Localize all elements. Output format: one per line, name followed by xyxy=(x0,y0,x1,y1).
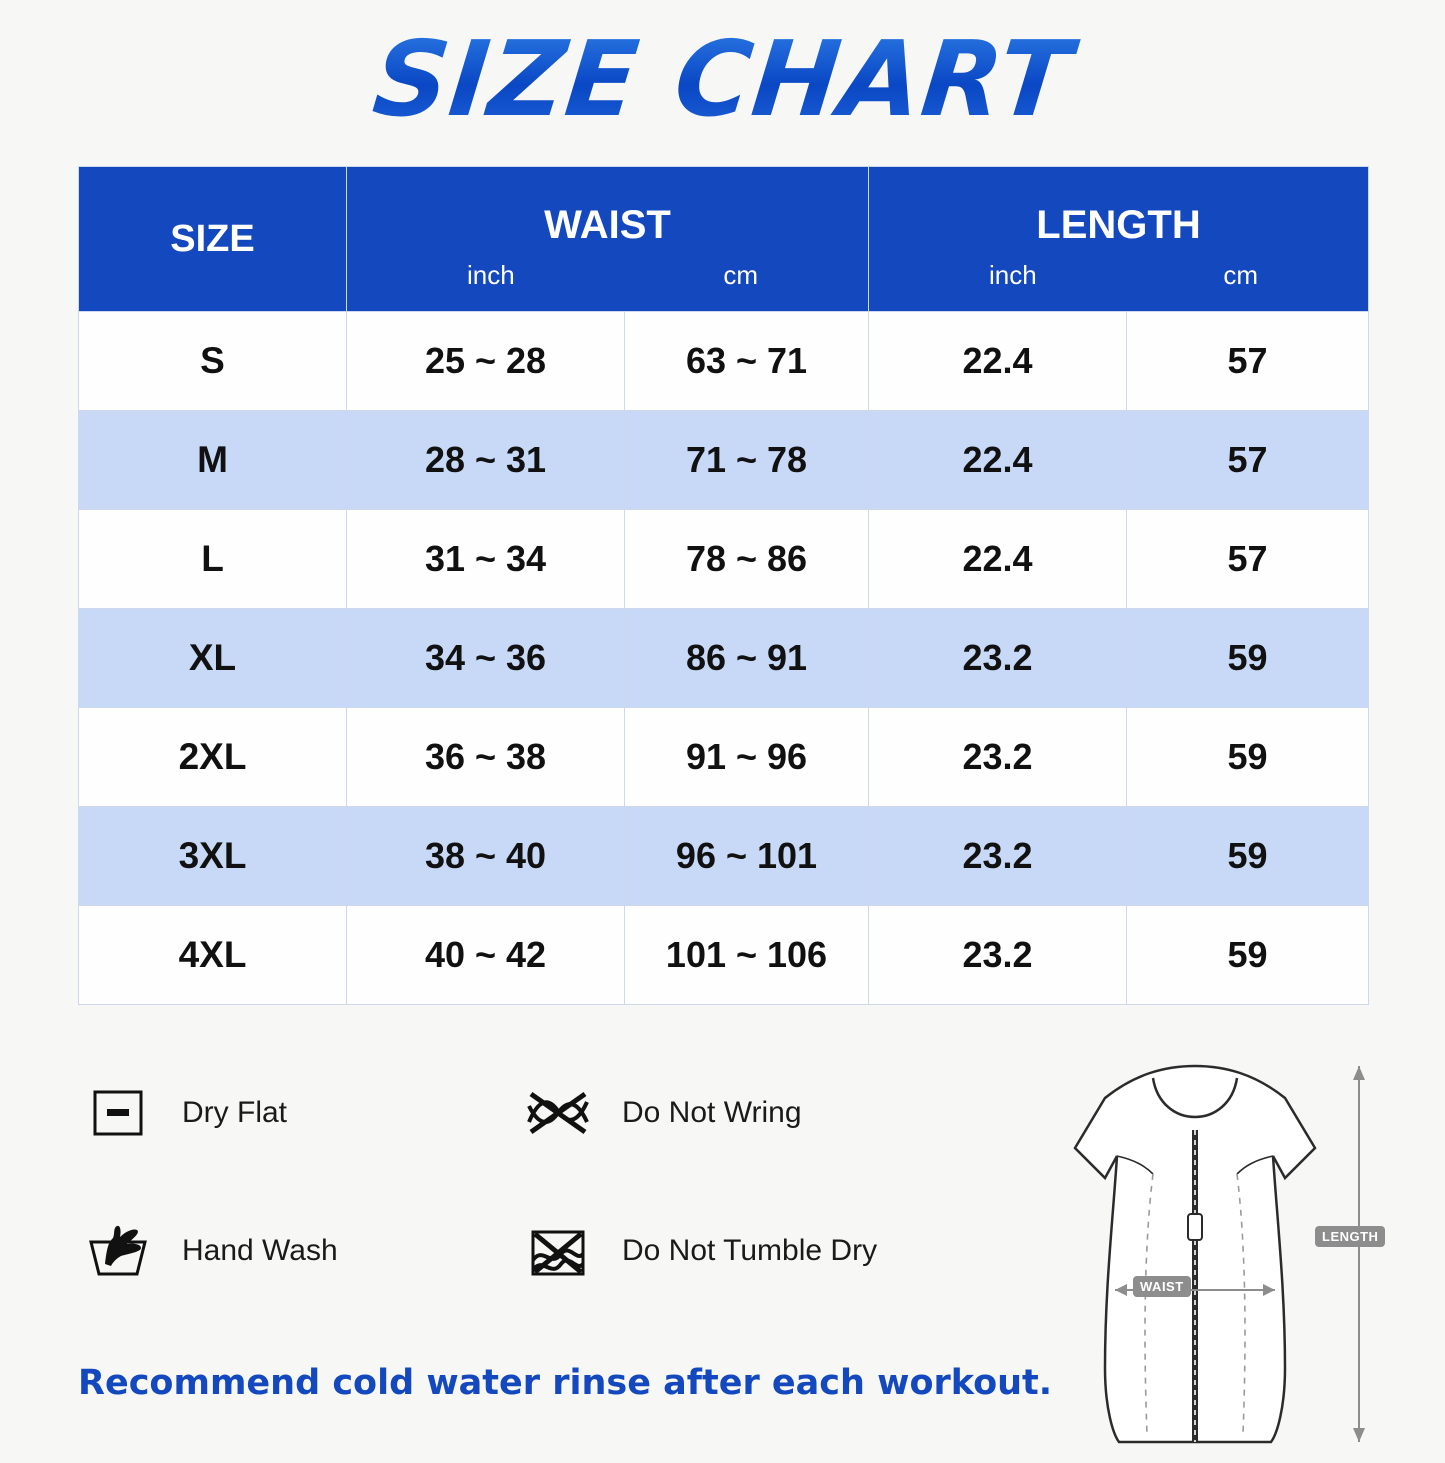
header-length-unit-cm: cm xyxy=(1223,260,1258,290)
header-waist-unit-inch: inch xyxy=(467,260,515,290)
table-body xyxy=(79,312,1369,1005)
table-row xyxy=(79,510,1369,609)
cell-length-inch: 23.2 xyxy=(869,807,1127,906)
do-not-tumble-dry-icon xyxy=(518,1211,598,1291)
cell-waist-inch: 34 ~ 36 xyxy=(347,609,625,708)
cell-length-cm: 59 xyxy=(1127,708,1369,807)
cell-waist-cm: 101 ~ 106 xyxy=(625,906,869,1005)
cell-waist-cm: 86 ~ 91 xyxy=(625,609,869,708)
cell-length-cm: 59 xyxy=(1127,609,1369,708)
table-header-row xyxy=(79,167,1369,312)
cell-size: 2XL xyxy=(79,708,347,807)
recommendation-text: Recommend cold water rinse after each workout. xyxy=(78,1363,1053,1403)
care-label: Dry Flat xyxy=(182,1096,287,1129)
cell-waist-inch: 31 ~ 34 xyxy=(347,510,625,609)
cell-waist-cm: 78 ~ 86 xyxy=(625,510,869,609)
cell-waist-cm: 96 ~ 101 xyxy=(625,807,869,906)
dry-flat-icon xyxy=(78,1073,158,1153)
table-row xyxy=(79,609,1369,708)
table-row xyxy=(79,906,1369,1005)
cell-length-cm: 59 xyxy=(1127,807,1369,906)
cell-size: L xyxy=(79,510,347,609)
cell-length-inch: 22.4 xyxy=(869,510,1127,609)
header-waist-label: WAIST xyxy=(544,203,671,247)
table-row xyxy=(79,708,1369,807)
cell-length-inch: 22.4 xyxy=(869,411,1127,510)
care-label: Do Not Tumble Dry xyxy=(622,1234,878,1267)
header-length-unit-inch: inch xyxy=(989,260,1037,290)
garment-diagram xyxy=(985,1038,1405,1458)
cell-waist-cm: 71 ~ 78 xyxy=(625,411,869,510)
care-row-1 xyxy=(78,1073,958,1153)
header-waist-unit-cm: cm xyxy=(723,260,758,290)
cell-waist-inch: 40 ~ 42 xyxy=(347,906,625,1005)
header-size: SIZE xyxy=(79,167,347,312)
cell-length-cm: 57 xyxy=(1127,411,1369,510)
care-item-do-not-tumble-dry xyxy=(518,1211,958,1291)
do-not-wring-icon xyxy=(518,1073,598,1153)
cell-waist-inch: 38 ~ 40 xyxy=(347,807,625,906)
care-item-hand-wash xyxy=(78,1211,518,1291)
hand-wash-icon xyxy=(78,1211,158,1291)
cell-waist-inch: 25 ~ 28 xyxy=(347,312,625,411)
cell-waist-cm: 91 ~ 96 xyxy=(625,708,869,807)
care-row-2 xyxy=(78,1211,958,1291)
table-row xyxy=(79,312,1369,411)
table-row xyxy=(79,411,1369,510)
cell-waist-inch: 36 ~ 38 xyxy=(347,708,625,807)
cell-length-inch: 23.2 xyxy=(869,609,1127,708)
cell-size: 3XL xyxy=(79,807,347,906)
waist-measure-tag: WAIST xyxy=(1133,1276,1191,1297)
header-length xyxy=(869,167,1369,312)
cell-size: M xyxy=(79,411,347,510)
cell-length-inch: 22.4 xyxy=(869,312,1127,411)
cell-length-inch: 23.2 xyxy=(869,906,1127,1005)
cell-length-cm: 57 xyxy=(1127,312,1369,411)
cell-size: XL xyxy=(79,609,347,708)
care-label: Do Not Wring xyxy=(622,1096,802,1129)
cell-waist-cm: 63 ~ 71 xyxy=(625,312,869,411)
care-item-do-not-wring xyxy=(518,1073,958,1153)
garment-illustration xyxy=(985,1038,1405,1458)
size-chart-table xyxy=(78,166,1369,1005)
cell-length-cm: 57 xyxy=(1127,510,1369,609)
cell-size: 4XL xyxy=(79,906,347,1005)
cell-length-inch: 23.2 xyxy=(869,708,1127,807)
size-chart-table-wrapper xyxy=(78,166,1367,1005)
page-title: SIZE CHART xyxy=(0,18,1445,140)
length-measure-tag: LENGTH xyxy=(1315,1226,1385,1247)
header-waist xyxy=(347,167,869,312)
table-row xyxy=(79,807,1369,906)
header-length-label: LENGTH xyxy=(1036,203,1201,247)
care-instructions xyxy=(78,1073,958,1349)
cell-length-cm: 59 xyxy=(1127,906,1369,1005)
cell-size: S xyxy=(79,312,347,411)
care-label: Hand Wash xyxy=(182,1234,338,1267)
care-item-dry-flat xyxy=(78,1073,518,1153)
cell-waist-inch: 28 ~ 31 xyxy=(347,411,625,510)
table-header xyxy=(79,167,1369,312)
